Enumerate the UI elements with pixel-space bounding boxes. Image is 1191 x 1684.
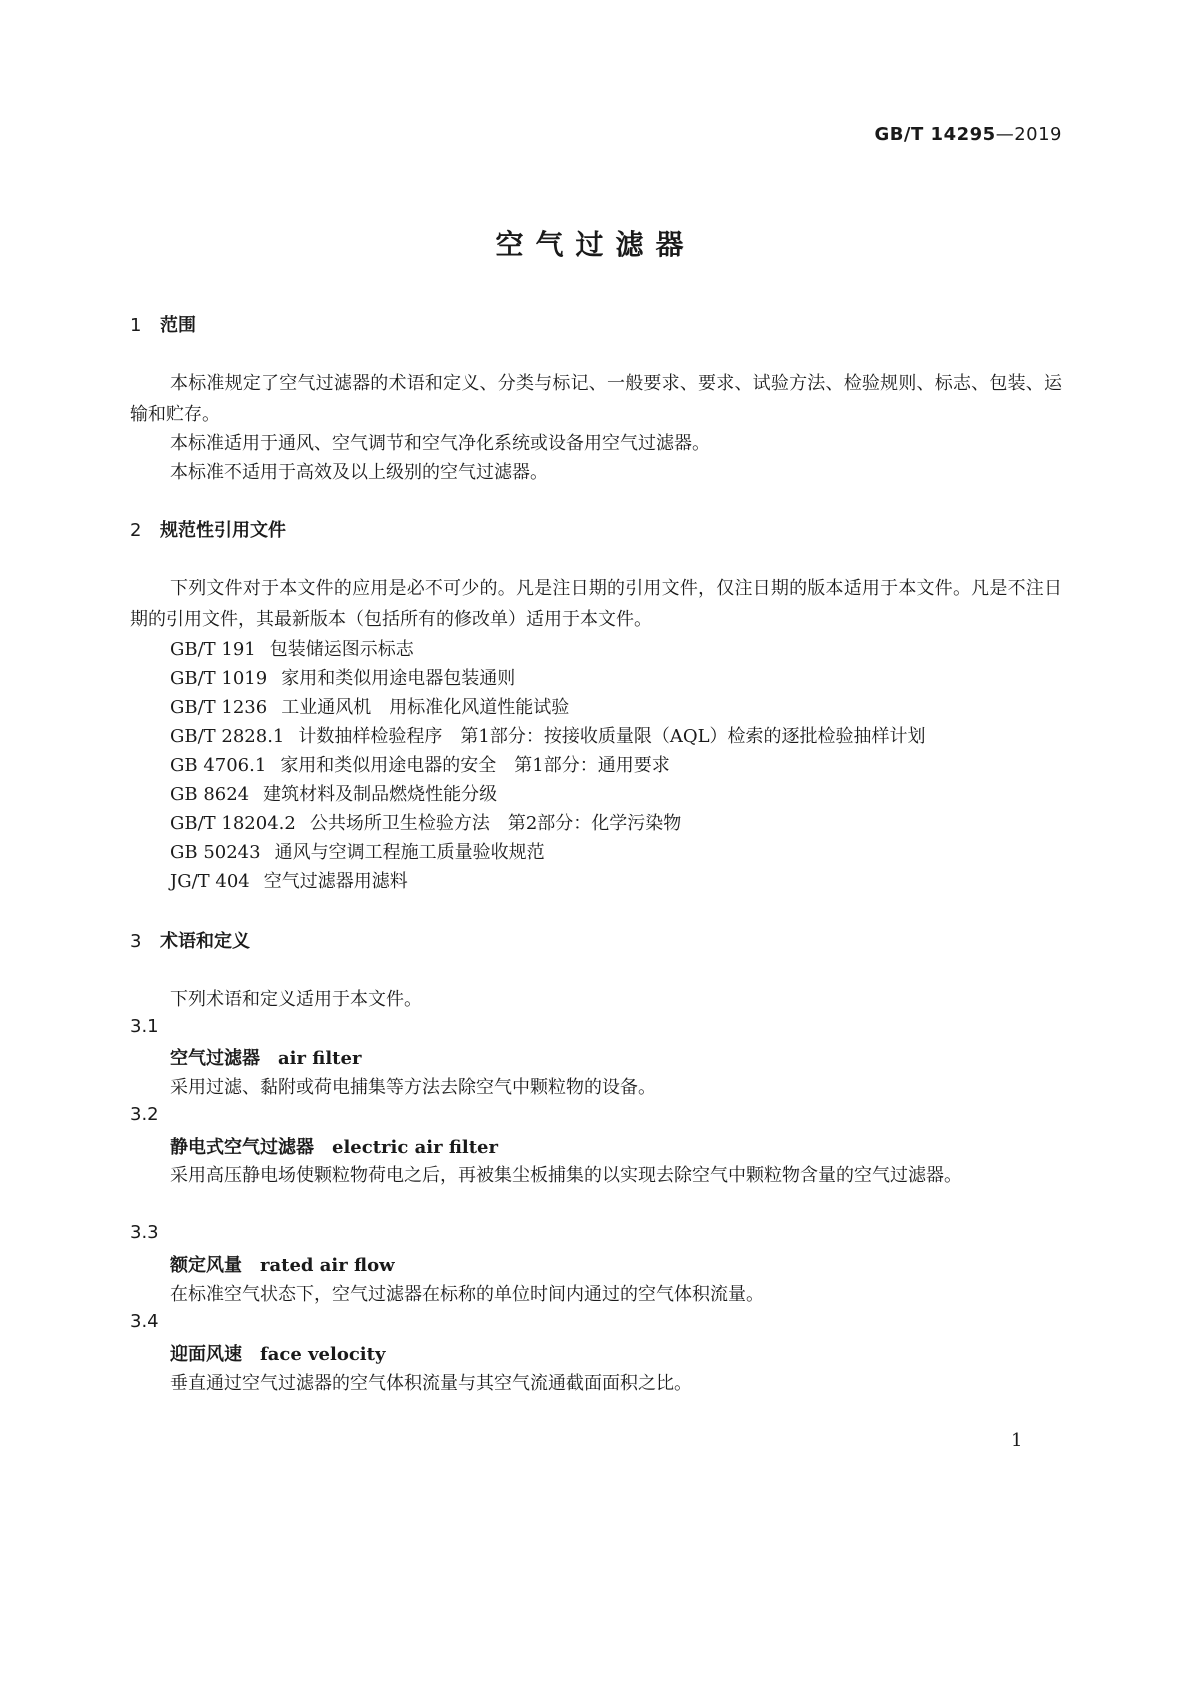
section-title: 范围 <box>160 315 196 336</box>
paragraph: 本标准规定了空气过滤器的术语和定义、分类与标记、一般要求、要求、试验方法、检验规则、标志、包装、运输和贮存。 <box>130 373 1062 425</box>
reference-item <box>170 809 681 835</box>
term-number: 3.4 <box>130 1311 159 1332</box>
reference-item <box>170 664 515 690</box>
paragraph: 本标准适用于通风、空气调节和空气净化系统或设备用空气过滤器。 <box>170 433 710 454</box>
section-title: 规范性引用文件 <box>160 520 286 541</box>
page-number: 1 <box>1011 1430 1023 1451</box>
reference-item <box>170 693 569 719</box>
reference-code: GB/T 2828.1 <box>170 726 285 747</box>
standard-number <box>874 124 1062 145</box>
term-number: 3.1 <box>130 1016 159 1037</box>
section-title: 术语和定义 <box>160 931 250 952</box>
reference-code: JG/T 404 <box>170 871 250 892</box>
reference-code: GB/T 18204.2 <box>170 813 296 834</box>
term-heading <box>170 1251 395 1277</box>
reference-code: GB/T 191 <box>170 639 256 660</box>
reference-item <box>170 751 670 777</box>
term-zh: 额定风量 <box>170 1255 242 1276</box>
term-heading <box>170 1044 361 1070</box>
section-1-heading <box>130 311 196 337</box>
reference-title: 家用和类似用途电器的安全 第1部分：通用要求 <box>280 755 670 776</box>
reference-item <box>170 780 497 806</box>
term-definition: 采用高压静电场使颗粒物荷电之后，再被集尘板捕集的以实现去除空气中颗粒物含量的空气过滤器。 <box>170 1165 962 1186</box>
term-zh: 静电式空气过滤器 <box>170 1137 314 1158</box>
term-en: rated air flow <box>260 1255 395 1276</box>
reference-code: GB/T 1019 <box>170 668 268 689</box>
paragraph: 本标准不适用于高效及以上级别的空气过滤器。 <box>170 462 548 483</box>
term-heading <box>170 1340 385 1366</box>
term-definition: 在标准空气状态下，空气过滤器在标称的单位时间内通过的空气体积流量。 <box>170 1284 764 1305</box>
term-en: air filter <box>278 1048 362 1069</box>
term-definition: 垂直通过空气过滤器的空气体积流量与其空气流通截面面积之比。 <box>170 1373 692 1394</box>
reference-title: 公共场所卫生检验方法 第2部分：化学污染物 <box>309 813 682 834</box>
term-zh: 空气过滤器 <box>170 1048 260 1069</box>
reference-item <box>170 867 408 893</box>
reference-code: GB 4706.1 <box>170 755 267 776</box>
reference-title: 通风与空调工程施工质量验收规范 <box>274 842 545 863</box>
term-en: electric air filter <box>332 1137 498 1158</box>
reference-item <box>170 635 414 661</box>
reference-code: GB 8624 <box>170 784 250 805</box>
paragraph: 下列术语和定义适用于本文件。 <box>170 989 422 1010</box>
document-title: 空气过滤器 <box>495 228 696 261</box>
term-heading <box>170 1133 498 1159</box>
section-2-heading <box>130 516 286 542</box>
reference-code: GB 50243 <box>170 842 261 863</box>
reference-item <box>170 838 545 864</box>
reference-title: 空气过滤器用滤料 <box>263 871 408 892</box>
reference-title: 建筑材料及制品燃烧性能分级 <box>263 784 498 805</box>
reference-title: 工业通风机 用标准化风道性能试验 <box>281 697 570 718</box>
standard-code: GB/T 14295 <box>874 124 996 145</box>
paragraph: 下列文件对于本文件的应用是必不可少的。凡是注日期的引用文件，仅注日期的版本适用于本文件。凡是不注日期的引用文件，其最新版本（包括所有的修改单）适用于本文件。 <box>130 578 1062 630</box>
reference-title: 包装储运图示标志 <box>269 639 414 660</box>
section-number: 1 <box>130 315 142 336</box>
section-number: 2 <box>130 520 142 541</box>
reference-title: 家用和类似用途电器包装通则 <box>281 668 516 689</box>
term-number: 3.3 <box>130 1222 159 1243</box>
term-definition: 采用过滤、黏附或荷电捕集等方法去除空气中颗粒物的设备。 <box>170 1077 656 1098</box>
term-en: face velocity <box>260 1344 386 1365</box>
section-number: 3 <box>130 931 142 952</box>
reference-code: GB/T 1236 <box>170 697 268 718</box>
reference-title: 计数抽样检验程序 第1部分：按接收质量限（AQL）检索的逐批检验抽样计划 <box>298 726 926 747</box>
term-zh: 迎面风速 <box>170 1344 242 1365</box>
standard-year: —2019 <box>995 124 1062 145</box>
reference-item <box>170 722 926 748</box>
section-3-heading <box>130 927 250 953</box>
term-number: 3.2 <box>130 1104 159 1125</box>
